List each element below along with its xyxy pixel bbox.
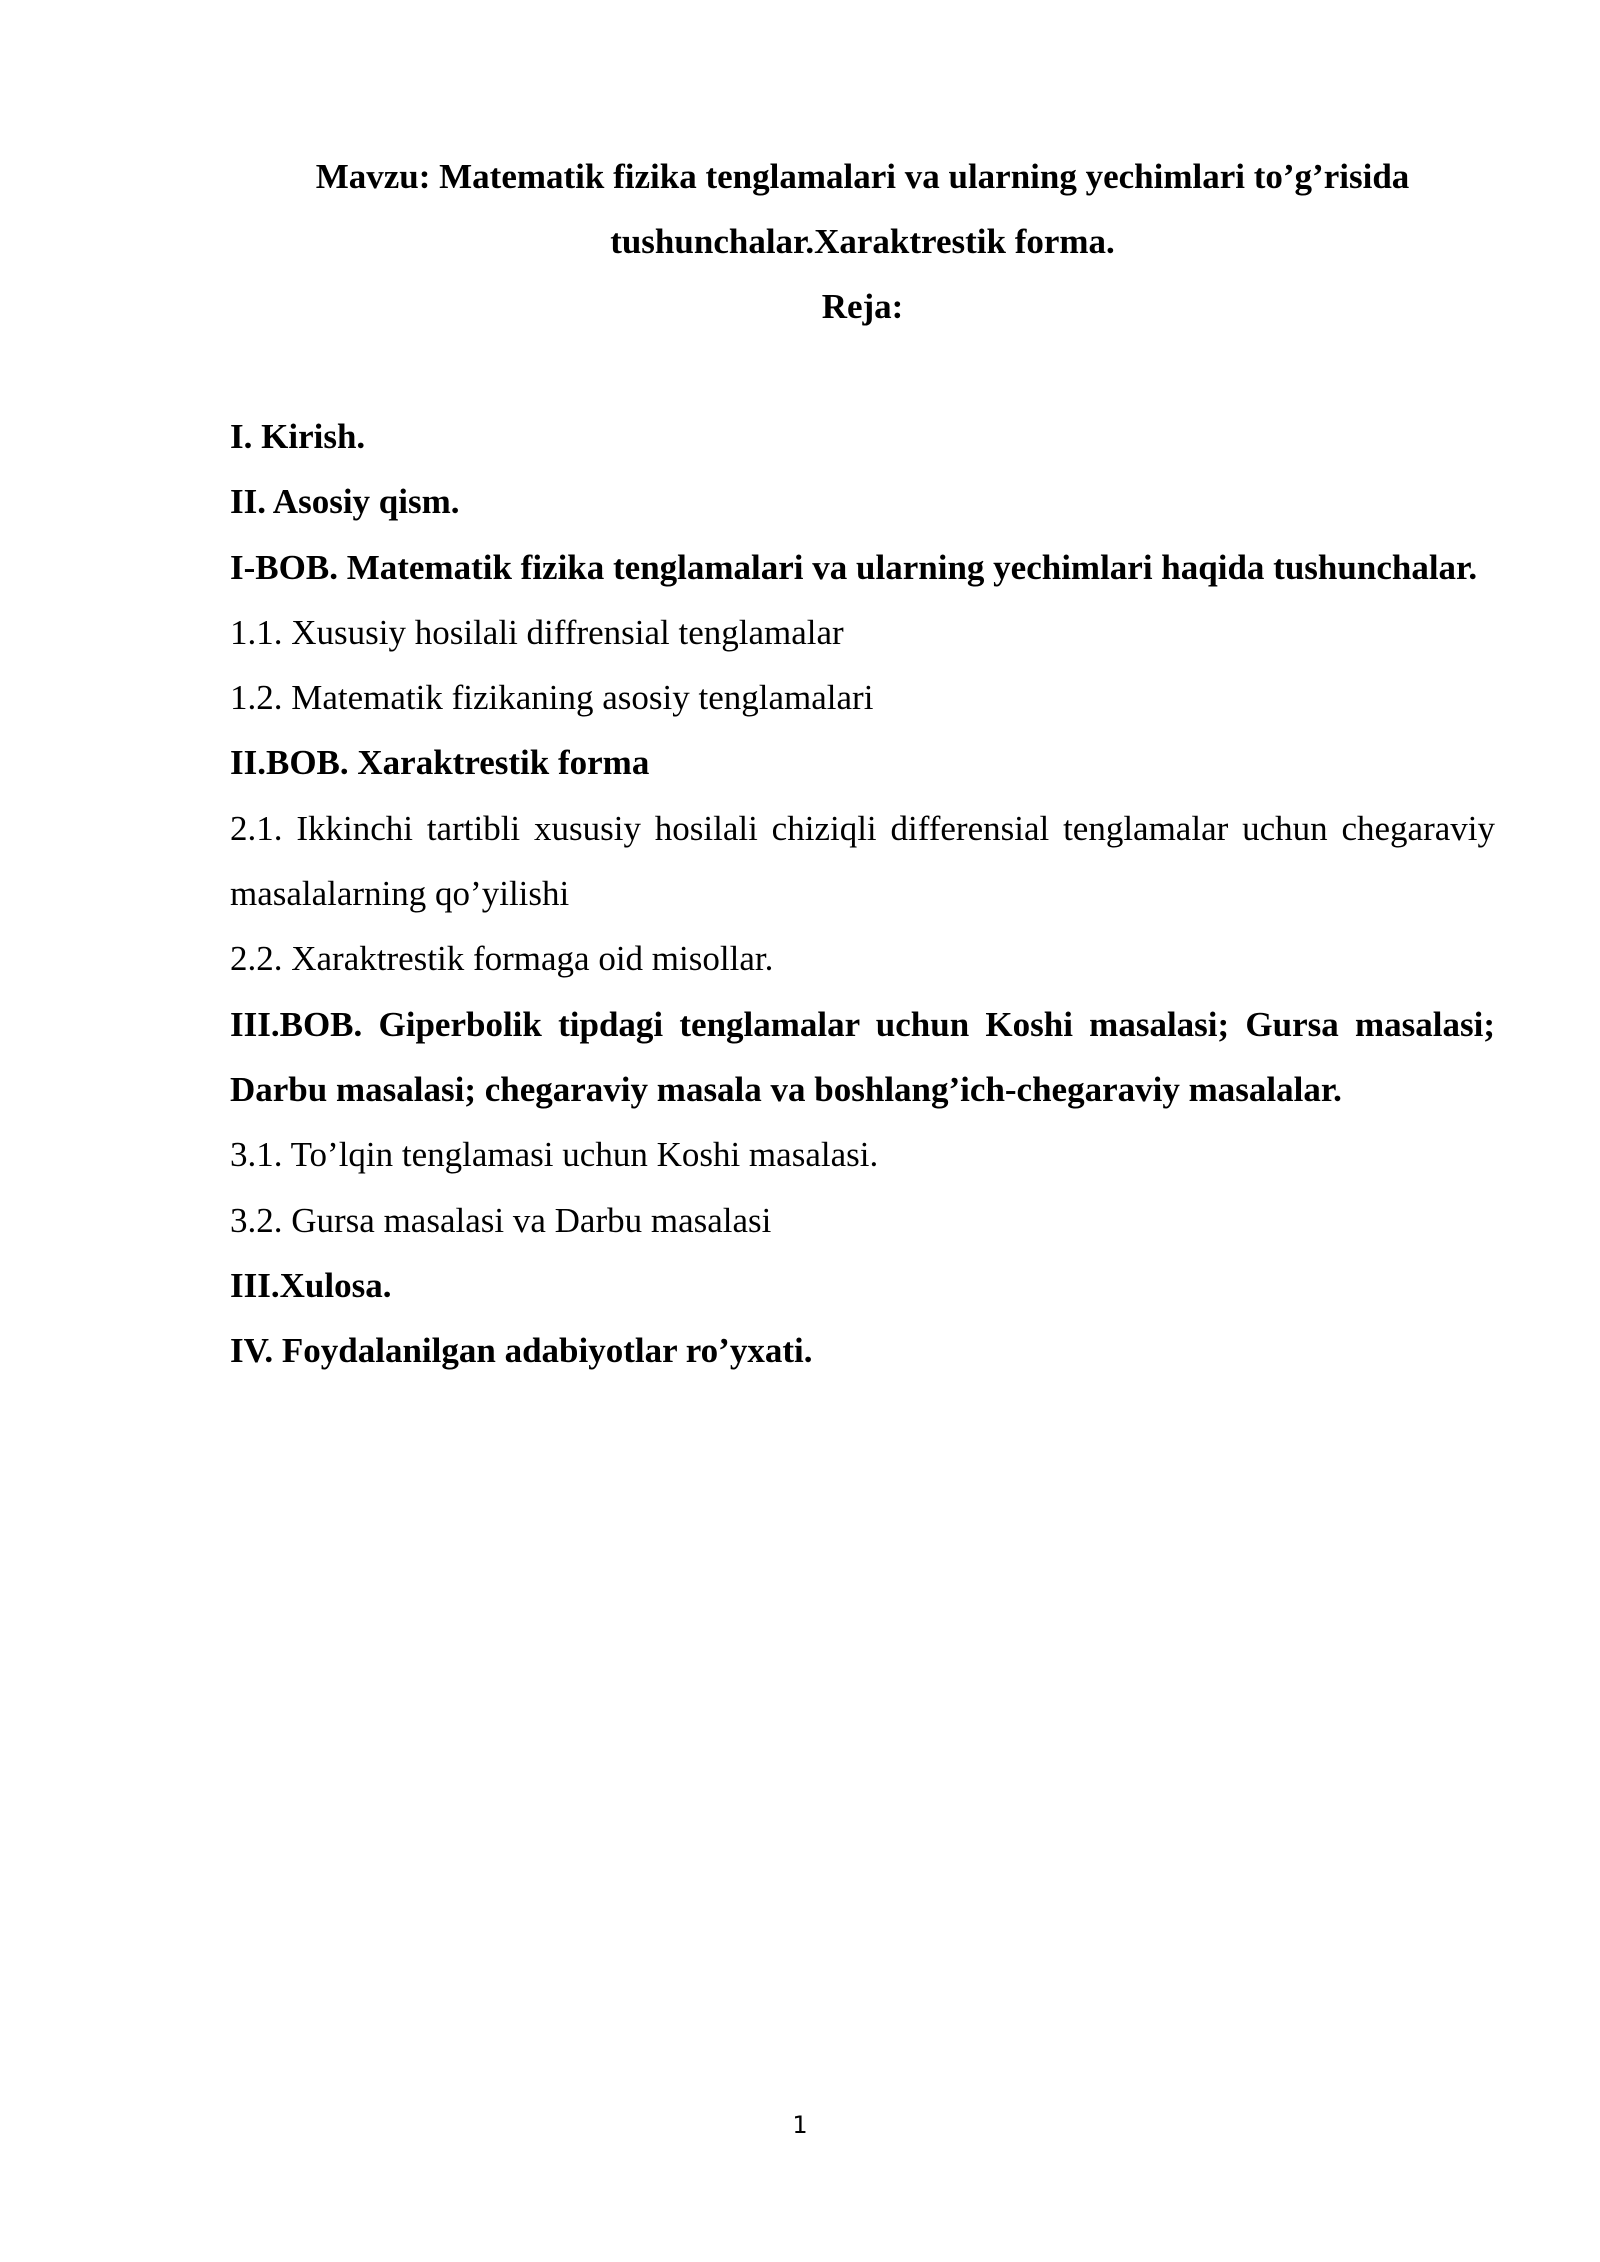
title-line-1: Mavzu: Matematik fizika tenglamalari va ularning yechimlari to’g’risida — [315, 157, 1410, 196]
plan-item-2-1: 2.1. Ikkinchi tartibli xususiy hosilali chiziqli differensial tenglamalar uchun chegaraviy masalalarning qo’yilishi — [230, 808, 1495, 914]
plan-item-1-1: 1.1. Xususiy hosilali diffrensial tenglamalar — [230, 612, 844, 652]
plan-item-introduction: I. Kirish. — [230, 417, 366, 456]
plan-item-references: IV. Foydalanilgan adabiyotlar ro’yxati. — [230, 1331, 813, 1371]
title-line-2: tushunchalar.Xaraktrestik forma. — [610, 222, 1115, 261]
page-number: 1 — [792, 2111, 808, 2139]
plan-item-chapter-3: III.BOB. Giperbolik tipdagi tenglamalar uchun Koshi masalasi; Gursa masalasi; Darbu masalasi; chegaraviy masala va boshlang’ich-chegaraviy masalalar. — [230, 1004, 1495, 1109]
plan-heading: Reja: — [821, 287, 904, 326]
plan-item-chapter-1: I-BOB. Matematik fizika tenglamalari va ularning yechimlari haqida tushunchalar. — [230, 547, 1478, 587]
plan-item-2-2: 2.2. Xaraktrestik formaga oid misollar. — [230, 939, 774, 979]
plan-item-chapter-2: II.BOB. Xaraktrestik forma — [230, 743, 650, 783]
plan-item-main-part: II. Asosiy qism. — [230, 482, 460, 522]
document-title — [230, 144, 1495, 339]
plan-item-conclusion: III.Xulosa. — [230, 1265, 392, 1305]
plan-item-1-2: 1.2. Matematik fizikaning asosiy tenglamalari — [230, 678, 874, 718]
plan-list — [230, 404, 1495, 1383]
plan-item-3-1: 3.1. To’lqin tenglamasi uchun Koshi masalasi. — [230, 1135, 879, 1175]
plan-item-3-2: 3.2. Gursa masalasi va Darbu masalasi — [230, 1200, 772, 1240]
